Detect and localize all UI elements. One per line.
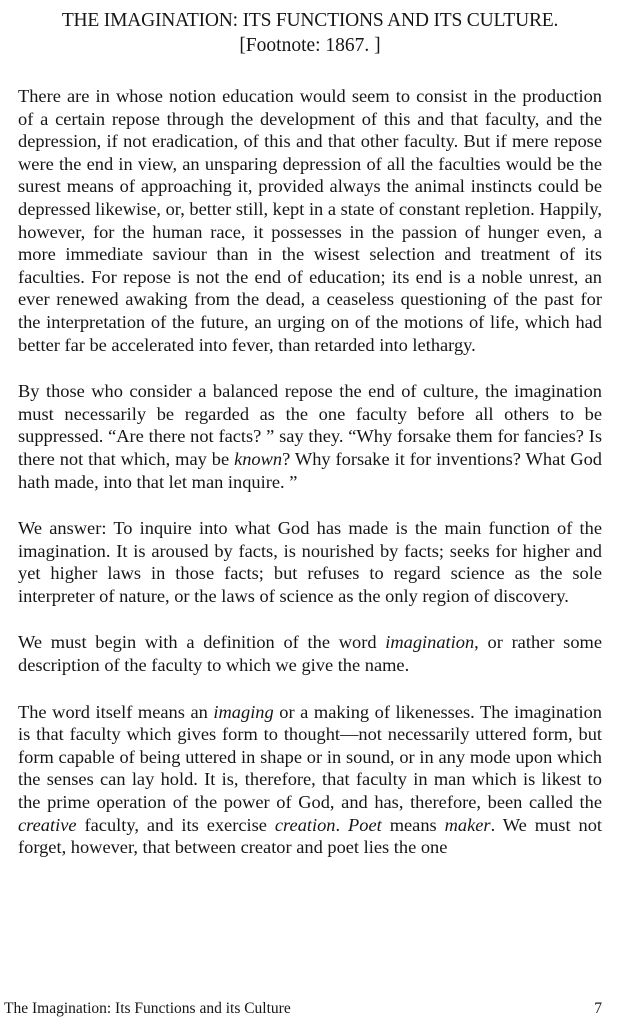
text-run: There are in whose notion education would seem to consist in the production of a certain repose through the development of this and that faculty, and the depression, if not eradication, of this and that other faculty. But if mere repose were the end in view, an unsparing depression of all the faculties would be the surest means of approaching it, provided always the animal instincts could be depressed likewise, or, better still, kept in a state of constant repletion. Happily, however, for the human race, it possesses in the passion of hunger even, a more immediate saviour than in the wisest selection and treatment of its faculties. For repose is not the end of education; its end is a noble unrest, an ever renewed awaking from the dead, a ceaseless questioning of the past for the interpretation of the future, an urging on of the motions of life, which had better far be accelerated into fever, than retarded into lethargy.: [18, 86, 602, 355]
paragraph-1: [18, 85, 602, 356]
text-run: We must begin with a definition of the word: [18, 632, 386, 653]
italic-phrase: Poet: [348, 814, 382, 835]
paragraph-4: [18, 631, 602, 676]
paragraph-2: [18, 380, 602, 493]
book-page: [18, 10, 602, 859]
text-run: faculty, and its exercise: [76, 814, 275, 835]
text-run: .: [335, 814, 349, 835]
italic-phrase: imaging: [213, 701, 274, 722]
text-run: means: [381, 814, 445, 835]
paragraph-5: [18, 701, 602, 859]
italic-phrase: maker: [444, 814, 491, 835]
italic-phrase: imagination: [385, 632, 475, 653]
text-run: or a making of likenesses. The imagination is that faculty which gives form to thought—not necessarily uttered form, but form capable of being uttered in shape or in sound, or in any mode upon which the senses can lay hold. It is, therefore, that faculty in man which is likest to the prime operation of the power of God, and has, therefore, been called the: [18, 701, 602, 813]
italic-phrase: known: [234, 448, 283, 469]
chapter-title: THE IMAGINATION: ITS FUNCTIONS AND ITS CULTURE.: [61, 10, 559, 31]
page-number: 7: [594, 1000, 602, 1017]
italic-phrase: creation: [274, 814, 336, 835]
text-run: ? Why forsake it for inventions? What God hath made, into that let man inquire. ”: [18, 448, 602, 492]
paragraph-3: [18, 517, 602, 607]
text-run: We answer: To inquire into what God has made is the main function of the imagination. It is aroused by facts, is nourished by facts; seeks for higher and yet higher laws in those facts; but refuses to regard science as the sole interpreter of nature, or the laws of science as the only region of discovery.: [18, 518, 602, 606]
text-run: , or rather some description of the faculty to which we give the name.: [18, 632, 602, 676]
text-run: The word itself means an: [18, 701, 214, 722]
italic-phrase: creative: [18, 814, 77, 835]
text-run: By those who consider a balanced repose the end of culture, the imagination must necessarily be regarded as the one faculty before all others to be suppressed. “Are there not facts? ” say they. “Why forsake them for fancies? Is there not that which, may be: [18, 381, 602, 469]
text-run: . We must not forget, however, that between creator and poet lies the one: [18, 814, 602, 858]
body-text: [18, 85, 602, 859]
running-title: The Imagination: Its Functions and its Culture: [4, 1000, 291, 1017]
chapter-footnote: [Footnote: 1867. ]: [239, 35, 381, 56]
page-footer: [4, 1000, 602, 1018]
